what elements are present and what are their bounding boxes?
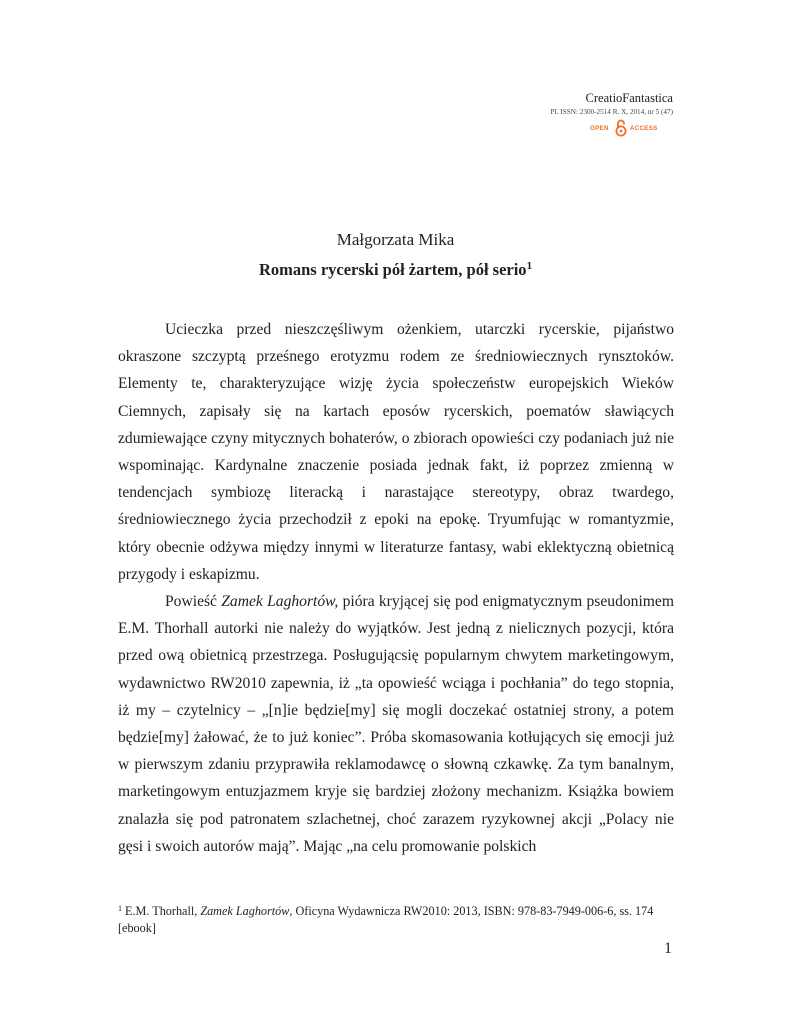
paragraph-2: [118, 588, 674, 860]
open-lock-icon: [615, 119, 627, 137]
paragraph-2-start: Powieść: [165, 593, 222, 611]
footnote-number: 1: [118, 904, 122, 913]
footnote-book-title: Zamek Laghortów: [200, 904, 290, 918]
open-access-logo: [590, 119, 662, 137]
article-title-block: [0, 260, 791, 280]
article-title: Romans rycerski pół żartem, pół serio: [258, 260, 527, 279]
page-number: 1: [664, 940, 672, 957]
journal-name: CreatioFantastica: [585, 91, 673, 105]
issn-line: PL ISSN: 2300-2514 R. X, 2014, nr 5 (47): [550, 108, 673, 116]
open-access-word-open: OPEN: [590, 125, 609, 132]
paragraph-2-rest: pióra kryjącej się pod enigmatycznym pseudonimem E.M. Thorhall autorki nie należy do wyjątków. Jest jedną z nielicznych pozycji, która przed ową obietnicą przestrzega. Posługującsię popularnym chwytem marketingowym, wydawnictwo RW2010 zapewnia, iż „ta opowieść wciąga i pochłania” do tego stopnia, iż my – czytelnicy – „[n]ie będzie[my] się mogli doczekać ostatniej strony, a potem będzie[my] żałować, że to już koniec”. Próba skomasowania kotłujących się emocji już w pierwszym zdaniu przyprawiła reklamodawcę o słowną czkawkę. Za tym banalnym, marketingowym entuzjazmem kryje się bardziej złożony mechanizm. Książka bowiem znalazła się pod patronatem szlachetnej, choć zarazem ryzykownej akcji „Polacy nie gęsi i swoich autorów mają”. Mając „na celu promowanie polskich: [118, 593, 674, 855]
paragraph-1: Ucieczka przed nieszczęśliwym ożenkiem, utarczki rycerskie, pijaństwo okraszone szczyptą prześnego erotyzmu rodem ze średniowiecznych rynsztoków. Elementy te, charakteryzujące wizję życia społeczeństw europejskich Wieków Ciemnych, zapisały się na kartach eposów rycerskich, poematów sławiących zdumiewające czyny mitycznych bohaterów, o zbiorach opowieści czy podaniach już nie wspominając. Kardynalne znaczenie posiada jednak fakt, iż poprzez zmienną w tendencjach symbiozę literacką i narastające stereotypy, obraz twardego, średniowiecznego życia przechodził z epoki na epokę. Tryumfując w romantyzmie, który obecnie odżywa między innymi w literaturze fantasy, wabi eklektyczną obietnicą przygody i eskapizmu.: [118, 321, 674, 583]
author-name: Małgorzata Mika: [336, 230, 455, 249]
footnote: [118, 900, 678, 937]
journal-header: [473, 90, 673, 117]
footnote-text-rest: , Oficyna Wydawnicza RW2010: 2013, ISBN: 978-83-7949-006-6, ss. 174 [ebook]: [118, 904, 654, 935]
footnote-text-start: E.M. Thorhall,: [122, 904, 201, 918]
article-body: [118, 316, 674, 860]
open-access-word-access: ACCESS: [630, 125, 658, 132]
book-title: Zamek Laghortów,: [221, 593, 339, 611]
title-footnote-ref[interactable]: 1: [526, 260, 533, 272]
